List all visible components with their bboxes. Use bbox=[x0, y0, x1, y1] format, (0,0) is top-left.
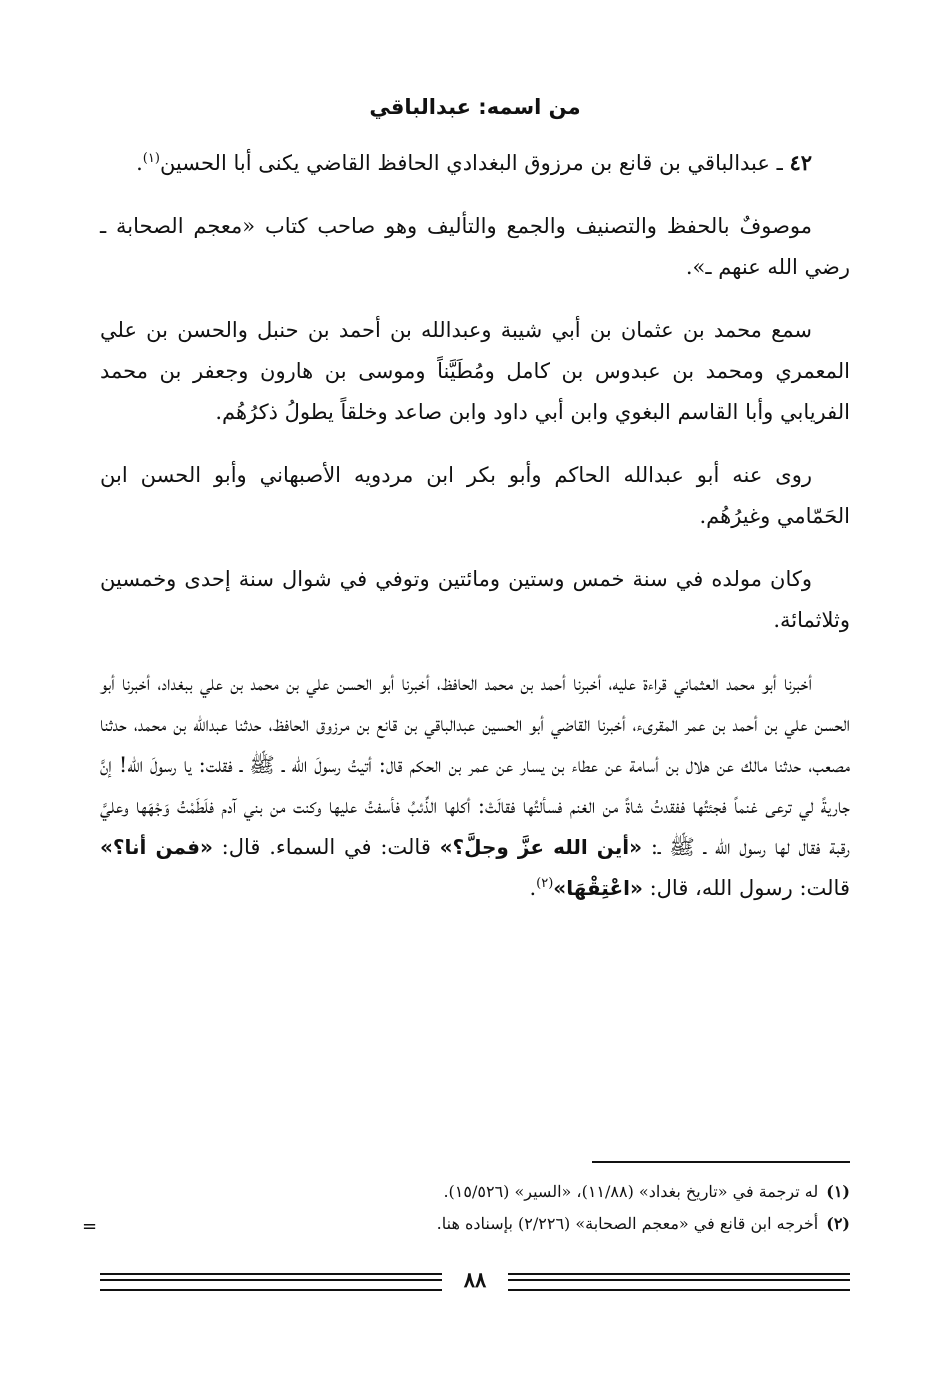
paragraph-description: موصوفٌ بالحفظ والتصنيف والجمع والتأليف وهو صاحب كتاب «معجم الصحابة ـ رضي الله عنهم ـ». bbox=[100, 214, 850, 279]
entry-heading bbox=[100, 142, 850, 184]
hadith-quote-2: «فمن أنا؟» bbox=[100, 835, 213, 859]
footnote-text: أخرجه ابن قانع في «معجم الصحابة» (٢/٢٢٦) بإسناده هنا. bbox=[436, 1214, 819, 1233]
entry-heading-end: . bbox=[136, 151, 143, 175]
footer-rule-right bbox=[508, 1273, 850, 1291]
footnote-marker: (١) bbox=[826, 1182, 850, 1201]
footnote-separator bbox=[592, 1161, 850, 1163]
footer-rule-left bbox=[100, 1273, 442, 1291]
footnote-1 bbox=[100, 1176, 850, 1208]
footnote-marker: (٢) bbox=[826, 1214, 850, 1233]
hadith-text-2: قالت: في السماء. قال: bbox=[212, 835, 440, 859]
footnote-text: له ترجمة في «تاريخ بغداد» (١١/٨٨)، «السير» (١٥/٥٢٦). bbox=[443, 1182, 819, 1201]
entry-heading-text: ـ عبدالباقي بن قانع بن مرزوق البغدادي الحافظ القاضي يكنى أبا الحسين bbox=[159, 151, 790, 175]
paragraph-birth-death: وكان مولده في سنة خمس وستين ومائتين وتوفي في شوال سنة إحدى وخمسين وثلاثمائة. bbox=[100, 567, 850, 632]
hadith-text-3: قالت: رسول الله، قال: bbox=[642, 876, 850, 900]
page-number: ٨٨ bbox=[463, 1267, 487, 1292]
main-text bbox=[100, 142, 850, 931]
running-head: من اسمه: عبدالباقي bbox=[369, 95, 581, 119]
hadith-quote-3: «اعْتِقْهَا» bbox=[553, 876, 643, 900]
footnote-ref-2: (٢) bbox=[536, 876, 554, 891]
page-footer bbox=[100, 1265, 850, 1295]
footnote-2 bbox=[100, 1208, 850, 1240]
book-page bbox=[100, 0, 850, 1393]
paragraph-hadith bbox=[100, 663, 850, 909]
entry-number: ٤٢ bbox=[789, 150, 812, 175]
continuation-mark: = bbox=[82, 1216, 98, 1237]
paragraph-teachers: سمع محمد بن عثمان بن أبي شيبة وعبدالله بن أحمد بن حنبل والحسن بن علي المعمري ومحمد بن عبدوس بن كامل ومُطَيَّناً وموسى بن هارون وجعفر بن محمد الفريابي وأبا القاسم البغوي وابن أبي داود وابن صاعد وخلقاً يطولُ ذكرُهُم. bbox=[100, 318, 850, 424]
paragraph-students: روى عنه أبو عبدالله الحاكم وأبو بكر ابن مردويه الأصبهاني وأبو الحسن ابن الحَمّامي وغيرُهُم. bbox=[100, 463, 850, 528]
footnote-ref-1: (١) bbox=[142, 151, 160, 166]
hadith-text-1: أخبرنا أبو محمد العثماني قراءة عليه، أخبرنا أحمد بن محمد الحافظ، أخبرنا أبو الحسن علي بن محمد بن علي ببغداد، أخبرنا أبو الحسن علي بن أحمد بن عمر المقرىء، أخبرنا القاضي أبو الحسين عبدالباقي بن قانع بن مرزوق الحافظ، حدثنا عبدالله بن محمد، حدثنا مصعب، حدثنا مالك عن هلال بن أسامة عن عطاء بن يسار عن عمر بن الحكم قال: أتيتُ رسولَ الله ـ ﷺ ـ فقلت: يا رسولَ الله! إنَّ جاريةً لي ترعى غنماً فجئتُها ففقدتُ شاةً من الغنم فسألتُها فقالَتْ: أكلها الذِّئبُ فأسفتُ عليها وكنت من بني آدم فلَطَمْتُ وَجْهَها وعليَّ رقبة فقال لها رسول الله ـ ﷺ ـ: bbox=[100, 671, 850, 859]
hadith-end: . bbox=[529, 876, 537, 900]
hadith-quote-1: «أين الله عزَّ وجلَّ؟» bbox=[439, 835, 643, 859]
footnotes bbox=[100, 1176, 850, 1240]
